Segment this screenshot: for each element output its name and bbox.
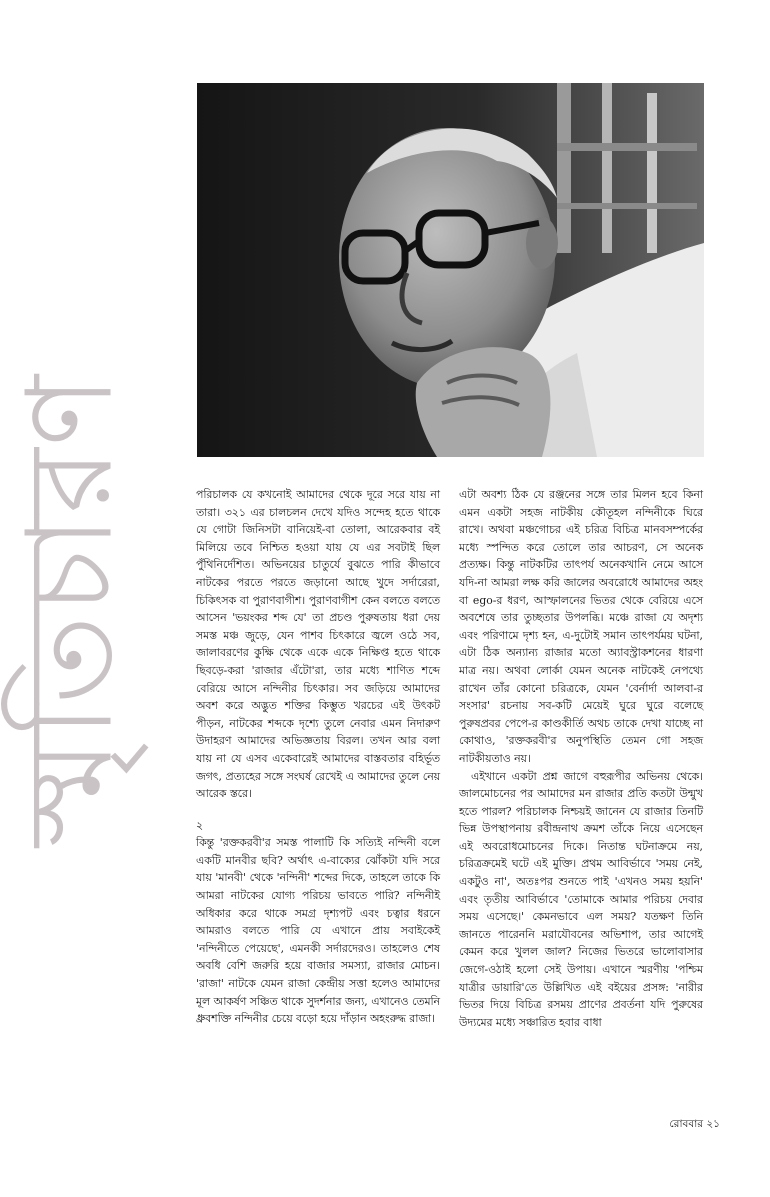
right-column [459,486,703,1031]
right-paragraph-2: এইখানে একটা প্রশ্ন জাগে বহুরূপীর অভিনয় থেকে। জালমোচনের পর আমাদের মন রাজার প্রতি কতটা উন্মুখ হতে পারল? পরিচালক নিশ্চয়ই জানেন যে রাজার তিনটি ভিন্ন উপস্থাপনায় রবীন্দ্রনাথ ক্রমশ তাঁকে নিয়ে এসেছেন এই অবরোধমোচনের দিকে। নিতান্ত ঘটনাক্রমে নয়, চরিত্রক্রমেই ঘটে এই মুক্তি। প্রথম আবির্ভাবে 'সময় নেই, একটুও না', অতঃপর শুনতে পাই 'এখনও সময় হয়নি' এবং তৃতীয় আবির্ভাবে 'তোমাকে আমার পরিচয় দেবার সময় এসেছে।' কেমনভাবে এল সময়? যতক্ষণ তিনি জানতে পারেননি মরাযৌবনের অভিশাপ, তার আগেই কেমন করে খুলল জাল? নিজের ভিতরে ভালোবাসার জেগে-ওঠাই হলো সেই উপায়। এখানে স্মরণীয় 'পশ্চিম যাত্রীর ডায়ারি'তে উল্লিখিত এই বইয়ের প্রসঙ্গ: 'নারীর ভিতর দিয়ে বিচিত্র রসময় প্রাণের প্রবর্তনা যদি পুরুষের উদ্যমের মধ্যে সঞ্চারিত হবার বাধা [459,769,703,1029]
left-paragraph-2: কিন্তু 'রক্তকরবী'র সমস্ত পালাটি কি সত্যিই নন্দিনী বলে একটি মানবীর ছবি? অর্থাৎ এ-বাক্যের ঝোঁকটা যদি সরে যায় 'মানবী' থেকে 'নন্দিনী' শব্দের দিকে, তাহলে তাকে কি আমরা নাটকের যোগ্য পরিচয় ভাবতে পারি? নন্দিনীই অধিকার করে থাকে সমগ্র দৃশ্যপট এবং চত্বার ধরনে আমরাও বলতে পারি যে এখানে প্রায় সবাইকেই 'নন্দিনীতে পেয়েছে', এমনকী সর্দারদেরও। তাহলেও শেষ অবধি বেশি জরুরি হয়ে বাজার সমস্যা, রাজার মোচন। 'রাজা' নাটকে যেমন রাজা কেন্দ্রীয় সত্তা হলেও আমাদের মূল আকর্ষণ সঞ্চিত থাকে সুদর্শনার জন্য, এখানেও তেমনি ধ্রুবশক্তি নন্দিনীর চেয়ে বড়ো হয়ে দাঁড়ান অহংরুদ্ধ রাজা। [196,836,440,1026]
left-paragraph-1: পরিচালক যে কখনোই আমাদের থেকে দূরে সরে যায় না তারা। ৩২১ এর চালচলন দেখে যদিও সন্দেহ হতে থাকে যে গোটা জিনিসটা বানিয়েই-বা তোলা, আরেকবার বই মিলিয়ে তবে নিশ্চিত হওয়া যায় যে এর সবটাই ছিল পুঁথিনির্দেশিত। অভিনয়ের চাতুর্যে বুঝতে পারি কীভাবে নাটকের পরতে পরতে জড়ানো আছে খুদে সর্দারেরা, চিকিৎসক বা পুরাণবাগীশ। পুরাণবাগীশ কেন বলতে বলতে আসেন 'ভয়ংকর শব্দ যে' তা প্রচণ্ড পুরুষতায় ধরা দেয় সমস্ত মঞ্চ জুড়ে, যেন পাশব চিৎকারে জ্বলে ওঠে সব, জালাবরণের কুক্ষি থেকে একে একে নিক্ষিপ্ত হতে থাকে ছিবড়ে-করা 'রাজার এঁটো'রা, তার মধ্যে শাণিত শব্দে বেরিয়ে আসে নন্দিনীর চিৎকার। সব জড়িয়ে আমাদের অবশ করে অদ্ভুত শক্তির কিম্ভুত খরচের এই উৎকট পীড়ন, নাটকের শব্দকে দৃশ্যে তুলে নেবার এমন নিদারুণ উদাহরণ আমাদের অভিজ্ঞতায় বিরল। তখন আর বলা যায় না যে এসব একেবারেই আমাদের বাস্তবতার বহির্ভূত জগৎ, প্রত্যহের সঙ্গে সংঘর্ষ রেখেই এ আমাদের তুলে নেয় আরেক স্তরে। [196,488,440,801]
section-number: ২ [196,818,204,832]
side-heading-text: স্মৃতিচারণ [0,373,139,847]
side-heading-calligraphy [0,130,160,1090]
left-column [196,486,440,1028]
right-paragraph-1: এটা অবশ্য ঠিক যে রঞ্জনের সঙ্গে তার মিলন হবে কিনা এমন একটা সহজ নাটকীয় কৌতূহল নন্দিনীকে ঘিরে রাখে। অথবা মঞ্চগোচর এই চরিত্র বিচিত্র মানবসম্পর্কের মধ্যে স্পন্দিত করে তোলে তার আচরণ, সে অনেক প্রত্যক্ষ। কিন্তু নাটকটির তাৎপর্য অনেকখানি নেমে আসে যদি-না আমরা লক্ষ করি জালের অবরোধে আমাদের অহং বা ego-র ধরণ, আস্ফালনের ভিতর থেকে বেরিয়ে এসে অবশেষে তার তুচ্ছতার উপলব্ধি। মঞ্চে রাজা যে অদৃশ্য এবং পরিণামে দৃশ্য হন, এ-দুটোই সমান তাৎপর্যময় ঘটনা, এটা ঠিক অন্যান্য রাজার মতো অ্যাবস্ট্রাকশনের ধারণা মাত্র নয়। অথবা লোর্কা যেমন অনেক নাটকেই নেপথ্যে রাখেন তাঁর কোনো চরিত্রকে, যেমন 'বের্নার্দা আলবা-র সংসার' রচনায় সব-কটি মেয়েই ঘুরে ঘুরে বলেছে পুরুষপ্রবর পেপে-র কাণ্ডকীর্তি অথচ তাকে দেখা যাচ্ছে না কোথাও, 'রক্তকরবী'র অনুপস্থিতি তেমন গো সহজ নাটকীয়তাও নয়। [459,488,703,765]
portrait-photo [197,83,704,457]
page-folio: রোববার ২১ [669,1118,720,1130]
portrait-illustration [197,83,704,457]
